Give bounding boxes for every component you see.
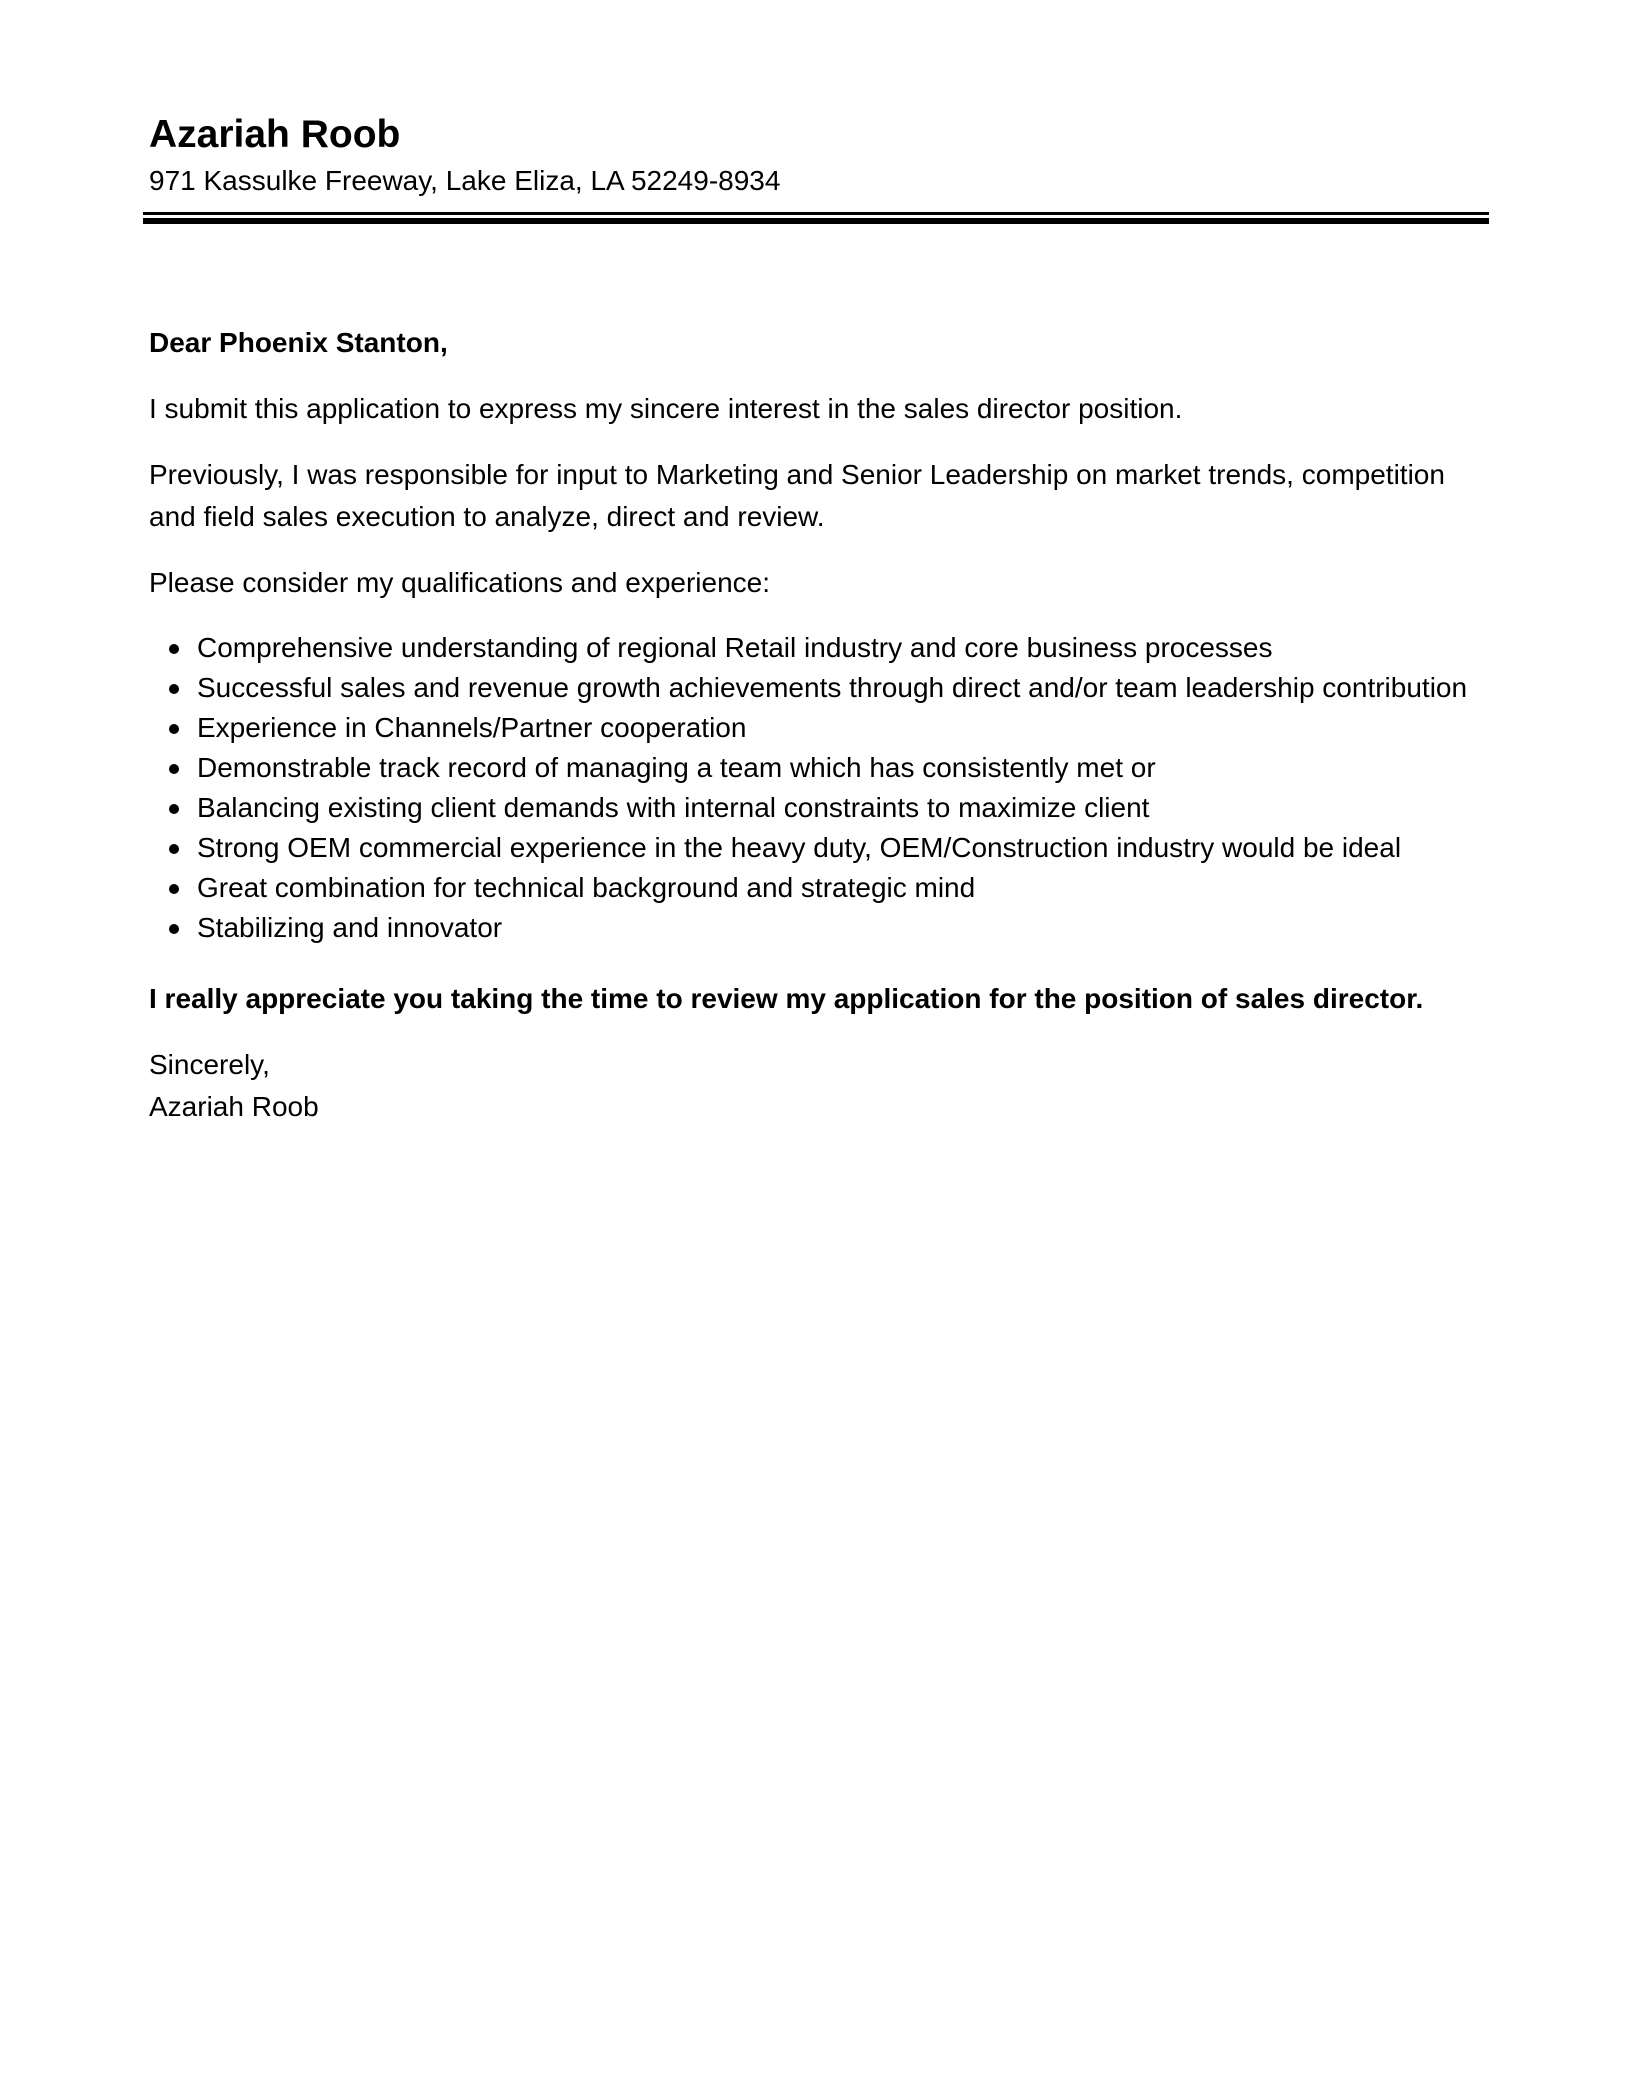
sender-name: Azariah Roob (149, 113, 401, 156)
list-item (149, 708, 1489, 748)
closing-statement: I really appreciate you taking the time to review my application for the position of sales director. (149, 983, 1424, 1014)
intro-paragraph: I submit this application to express my sincere interest in the sales director position. (149, 393, 1183, 424)
list-item (149, 788, 1489, 828)
bullet-icon (169, 644, 179, 654)
bullet-icon (169, 764, 179, 774)
bullet-icon (169, 724, 179, 734)
list-item-text: Strong OEM commercial experience in the heavy duty, OEM/Construction industry would be ideal (197, 832, 1402, 863)
signature-name: Azariah Roob (149, 1091, 319, 1122)
bullet-icon (169, 884, 179, 894)
list-item (149, 828, 1489, 868)
bullet-icon (169, 924, 179, 934)
greeting: Dear Phoenix Stanton, (149, 327, 448, 358)
list-item (149, 628, 1489, 668)
bullet-icon (169, 844, 179, 854)
header-divider-thick (143, 218, 1489, 224)
list-item-text: Successful sales and revenue growth achievements through direct and/or team leadership contribution (197, 672, 1468, 703)
letter-body (149, 322, 1489, 1128)
list-item-text: Great combination for technical background and strategic mind (197, 872, 976, 903)
qualifications-list (149, 628, 1489, 948)
list-item (149, 748, 1489, 788)
list-item-text: Demonstrable track record of managing a team which has consistently met or (197, 752, 1156, 783)
list-item-text: Balancing existing client demands with internal constraints to maximize client (197, 792, 1150, 823)
experience-paragraph: Previously, I was responsible for input to Marketing and Senior Leadership on market trends, competition and field sales execution to analyze, direct and review. (149, 459, 1445, 532)
list-item-text: Comprehensive understanding of regional Retail industry and core business processes (197, 632, 1273, 663)
list-item (149, 908, 1489, 948)
sender-address: 971 Kassulke Freeway, Lake Eliza, LA 52249-8934 (149, 165, 781, 196)
list-item-text: Stabilizing and innovator (197, 912, 503, 943)
qualifications-intro: Please consider my qualifications and experience: (149, 567, 771, 598)
list-item (149, 868, 1489, 908)
bullet-icon (169, 804, 179, 814)
header-divider-thin (143, 212, 1489, 215)
bullet-icon (169, 684, 179, 694)
signoff: Sincerely, (149, 1049, 270, 1080)
list-item-text: Experience in Channels/Partner cooperation (197, 712, 747, 743)
list-item (149, 668, 1489, 708)
